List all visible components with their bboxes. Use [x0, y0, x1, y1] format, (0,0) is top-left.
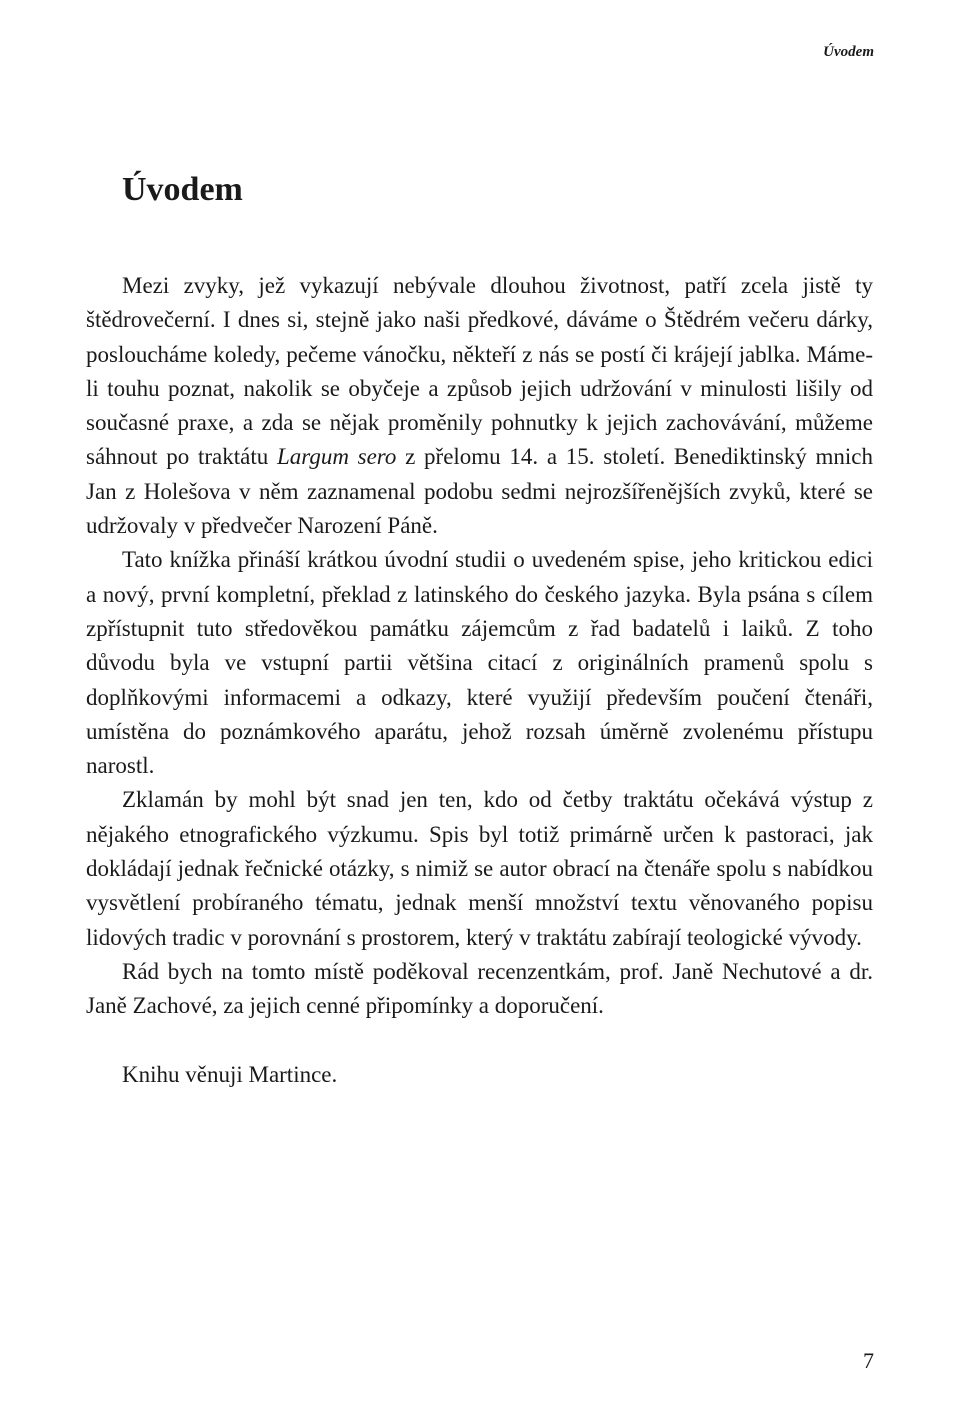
paragraph-1 [86, 269, 873, 543]
paragraph-4: Rád bych na tomto místě poděkoval recenzentkám, prof. Janě Nechutové a dr. Janě Zachové, za jejich cenné připomínky a doporučení. [86, 958, 873, 1019]
paragraph-1-text-before: Mezi zvyky, jež vykazují nebývale dlouhou životnost, patří zcela jistě ty štědrovečerní. I dnes si, stejně jako naši předkové, dáváme o Štědrém večeru dárky, posloucháme koledy, pečeme vánočku, někteří z nás se postí či krájejí jablka. Máme-li touhu poznat, nakolik se obyčeje a způsob jejich udržování v minulosti lišily od současné praxe, a zda se nějak proměnily pohnutky k jejich zachovávání, můžeme sáhnout po traktátu [86, 273, 873, 470]
dedication: Knihu věnuji Martince. [122, 1061, 338, 1087]
treatise-title: Largum sero [276, 444, 397, 470]
paragraph-3: Zklamán by mohl být snad jen ten, kdo od četby traktátu očekává výstup z nějakého etnografického výzkumu. Spis byl totiž primárně určen k pastoraci, jak dokládají jednak řečnické otázky, s nimiž se autor obrací na čtenáře spolu s nabídkou vysvětlení probíraného tématu, jednak menší množství textu věnovaného popisu lidových tradic v porovnání s prostorem, který v traktátu zabírají teologické vývody. [86, 787, 873, 950]
paragraph-2: Tato knížka přináší krátkou úvodní studii o uvedeném spise, jeho kritickou edici a nový, první kompletní, překlad z latinského do českého jazyka. Byla psána s cílem zpřístupnit tuto středověkou památku zájemcům z řad badatelů i laiků. Z toho důvodu byla ve vstupní partii většina citací z originálních pramenů spolu s doplňkovými informacemi a odkazy, které využijí především poučení čtenáři, umístěna do poznámkového aparátu, jehož rozsah úměrně zvolenému přístupu narostl. [86, 547, 873, 779]
chapter-title: Úvodem [122, 171, 243, 208]
body-text [86, 269, 873, 1092]
running-header: Úvodem [823, 44, 874, 60]
page-number: 7 [863, 1348, 874, 1373]
paragraph-1-text-after: z přelomu 14. a 15. století. Benediktinský mnich Jan z Holešova v něm zaznamenal podobu sedmi nejrozšířenějších zvyků, které se udržovaly v předvečer Narození Páně. [86, 444, 873, 539]
